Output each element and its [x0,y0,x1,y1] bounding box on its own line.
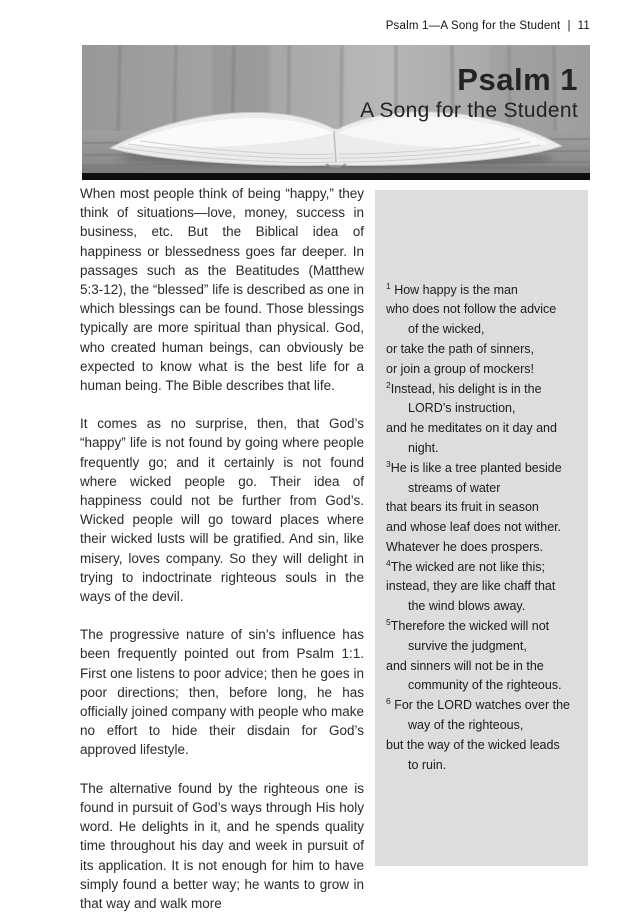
scripture-line: night. [408,440,439,455]
page-number: 11 [577,20,590,32]
scripture-line: that bears its fruit in season [386,500,539,515]
scripture-line: $^6$ For the LORD watches over the [386,696,570,713]
scripture-line: to ruin. [408,757,447,772]
running-header-title: Psalm 1—A Song for the Student [385,20,561,32]
chapter-subtitle: A Song for the Student [360,99,578,123]
chapter-title: Psalm 1 [457,62,578,97]
article-body [80,184,364,912]
scripture-panel [375,190,588,866]
scripture-line: instead, they are like chaff that [386,579,556,594]
scripture-line: $^5$Therefore the wicked will not [386,616,550,634]
scripture-line: or join a group of mockers! [386,361,534,376]
scripture-line: $^3$He is like a tree planted beside [386,458,562,475]
verse-number: 2 [386,379,391,390]
paragraph: When most people think of being “happy,” they think of situations—love, money, success in business, etc. But the Biblical idea of happiness or blessedness goes far deeper. In passages such as the Beatitudes (Matthew 5:3-12), the “blessed” life is described as one in which blessings can be found. Those blessings typically are more spiritual than physical. God, who created human beings, can obviously be expected to know what is the best life for a human being. The Bible describes that life. [80,186,364,394]
scripture-text [386,281,580,776]
paragraph: The alternative found by the righteous one is found in pursuit of God’s ways through His holy word. He delights in it, and he spends quality time throughout his day and week in pursuit of its application. It is not enough for him to have simply found a better way; he wants to grow in that way and walk more [80,780,364,911]
paragraph: It comes as no surprise, then, that God’s “happy” life is not found by going where people frequently go; and it certainly is not found where wicked people go. Their idea of happiness could not be further from God’s. Wicked people will go toward places where their wicked lusts will be gratified. And sin, like misery, loves company. So they will delight in trying to indoctrinate righteous souls in the ways of the devil. [80,416,364,605]
scripture-line: community of the righteous. [408,678,562,693]
paragraph: The progressive nature of sin’s influence has been frequently pointed out from Psalm 1:1. First one listens to poor advice; then he goes in poor directions; then, before long, he has officially joined company with people who make no effort to hide their disdain for God’s approved lifestyle. [80,627,364,758]
verse-number: 4 [386,557,391,568]
scripture-line: but the way of the wicked leads [386,737,560,752]
scripture-line: of the wicked, [408,322,485,337]
scripture-line: LORD’s instruction, [408,401,516,416]
scripture-line: way of the righteous, [408,718,524,733]
scripture-line: the wind blows away. [408,599,526,614]
hero-bottom-bar [82,173,590,180]
verse-number: 6 [386,696,391,707]
scripture-line: $^4$The wicked are not like this; [386,557,545,574]
scripture-line: survive the judgment, [408,638,527,653]
running-header [80,20,590,32]
verse-number: 3 [386,458,391,469]
scripture-line: and whose leaf does not wither. [386,520,562,535]
hero-banner [82,45,590,180]
scripture-line: $^1$ How happy is the man [386,280,518,297]
verse-number: 1 [386,280,391,291]
verse-number: 5 [386,616,391,627]
scripture-line: Whatever he does prospers. [386,539,544,554]
scripture-line: who does not follow the advice [386,302,557,317]
hero-titles [360,63,578,122]
scripture-line: or take the path of sinners, [386,341,535,356]
scripture-line: and he meditates on it day and [386,421,557,436]
scripture-line: $^2$Instead, his delight is in the [386,379,542,396]
scripture-line: and sinners will not be in the [386,658,544,673]
running-header-separator: | [567,20,571,32]
scripture-line: streams of water [408,480,501,495]
